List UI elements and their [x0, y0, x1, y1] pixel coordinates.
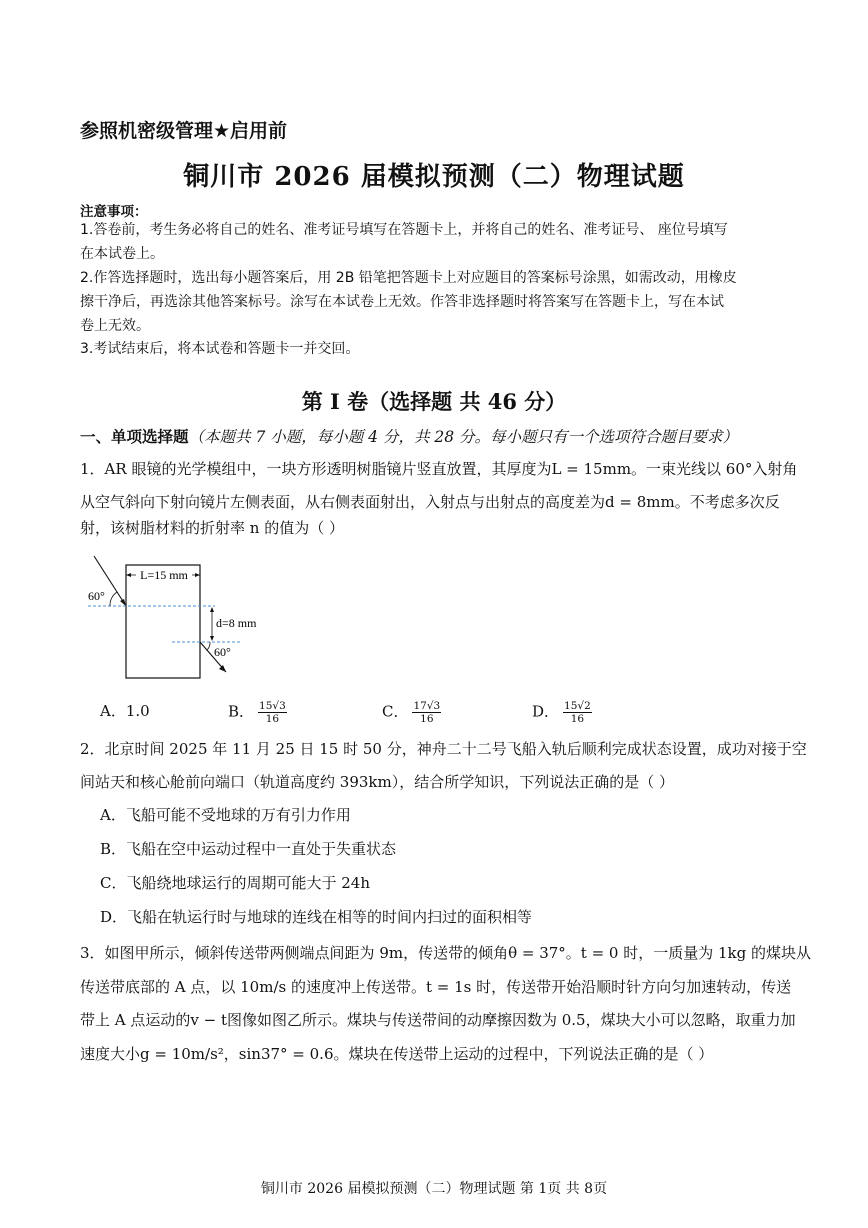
exit-angle-label: 60°: [214, 645, 231, 659]
confidential-label: 参照机密级管理★启用前: [80, 120, 288, 142]
fraction-numerator: 17√3: [413, 700, 441, 712]
q2-line: 2．北京时间 2025 年 11 月 25 日 15 时 50 分，神舟二十二号飞船入轨后顺利完成状态设置，成功对接于空: [80, 740, 807, 758]
part-requirement: （本题共 7 小题，每小题 4 分，共 28 分。每小题只有一个选项符合题目要求）: [188, 428, 739, 446]
option-letter: D．: [532, 702, 560, 721]
arrow-head-right: [195, 573, 200, 577]
q1-option-c[interactable]: [382, 700, 441, 725]
q1-option-d[interactable]: [532, 700, 592, 725]
incident-angle-arc: [110, 592, 117, 606]
notice-line: 在本试卷上。: [80, 246, 164, 262]
q3-line: 3．如图甲所示，倾斜传送带两侧端点间距为 9m，传送带的倾角θ = 37°。t = 0 时，一质量为 1kg 的煤块从: [80, 944, 812, 962]
page-title: 铜川市 2026 届模拟预测（二）物理试题: [183, 162, 685, 192]
arrow-head-down: [210, 636, 214, 641]
option-value: 1.0: [125, 702, 150, 720]
part-heading: [80, 425, 738, 447]
label-height: d=8 mm: [216, 616, 257, 630]
fraction-denominator: 16: [570, 713, 585, 725]
exit-angle-arc: [207, 642, 210, 650]
q3-line: 速度大小g = 10m/s²，sin37° = 0.6。煤块在传送带上运动的过程中，下列说法正确的是（ ）: [80, 1045, 714, 1063]
q1-line: 从空气斜向下射向镜片左侧表面，从右侧表面射出，入射点与出射点的高度差为d = 8mm。不考虑多次反: [80, 493, 780, 511]
exit-arrow: [219, 665, 226, 672]
fraction-numerator: 15√3: [259, 700, 286, 712]
notice-line: 1.答卷前，考生务必将自己的姓名、准考证号填写在答题卡上，并将自己的姓名、准考证号、 座位号填写: [80, 222, 728, 238]
option-fraction: [258, 700, 287, 725]
q1-option-a[interactable]: [100, 700, 150, 721]
arrow-head-up: [210, 607, 214, 612]
label-thickness: L=15 mm: [140, 568, 188, 582]
fraction-numerator: 15√2: [564, 700, 591, 712]
option-letter: C．: [382, 702, 409, 721]
incident-arrow: [120, 599, 126, 606]
q1-refraction-figure: [80, 548, 300, 688]
q3-line: 传送带底部的 A 点，以 10m/s 的速度冲上传送带。t = 1s 时，传送带开始沿顺时针方向匀加速转动，传送: [80, 978, 792, 996]
option-fraction: [412, 700, 441, 725]
q1-line: 射，该树脂材料的折射率 n 的值为（ ）: [80, 519, 344, 537]
notice-heading: 注意事项：: [80, 204, 148, 220]
q3-line: 带上 A 点运动的v − t图像如图乙所示。煤块与传送带间的动摩擦因数为 0.5，煤块大小可以忽略，取重力加: [80, 1011, 796, 1029]
arrow-head-left: [126, 573, 131, 577]
q2-option-c[interactable]: C．飞船绕地球运行的周期可能大于 24h: [100, 874, 370, 892]
q2-option-d[interactable]: D．飞船在轨运行时与地球的连线在相等的时间内扫过的面积相等: [100, 908, 533, 926]
part-label: 一、单项选择题: [80, 427, 189, 446]
page-footer: 铜川市 2026 届模拟预测（二）物理试题 第 1页 共 8页: [260, 1181, 608, 1197]
fraction-denominator: 16: [420, 713, 434, 725]
notice-line: 3.考试结束后，将本试卷和答题卡一并交回。: [80, 341, 360, 357]
section-title: 第 I 卷（选择题 共 46 分）: [301, 389, 567, 414]
q2-line: 间站天和核心舱前向端口（轨道高度约 393km），结合所学知识，下列说法正确的是（ ）: [80, 773, 674, 791]
q2-option-b[interactable]: B．飞船在空中运动过程中一直处于失重状态: [100, 840, 397, 858]
notice-line: 擦干净后，再选涂其他答案标号。涂写在本试卷上无效。作答非选择题时将答案写在答题卡上，写在本试: [80, 294, 724, 310]
q2-option-a[interactable]: A．飞船可能不受地球的万有引力作用: [100, 806, 351, 824]
option-letter: B．: [228, 702, 255, 721]
q1-option-b[interactable]: [228, 700, 287, 725]
option-letter: A．: [100, 702, 126, 720]
incident-angle-label: 60°: [88, 589, 105, 603]
fraction-denominator: 16: [265, 713, 280, 725]
option-fraction: [563, 700, 592, 725]
notice-line: 2.作答选择题时，选出每小题答案后，用 2B 铅笔把答题卡上对应题目的答案标号涂黑，如需改动，用橡皮: [80, 270, 737, 286]
q1-line: 1．AR 眼镜的光学模组中，一块方形透明树脂镜片竖直放置，其厚度为L = 15mm。一束光线以 60°入射角: [80, 460, 798, 478]
notice-line: 卷上无效。: [80, 318, 150, 334]
